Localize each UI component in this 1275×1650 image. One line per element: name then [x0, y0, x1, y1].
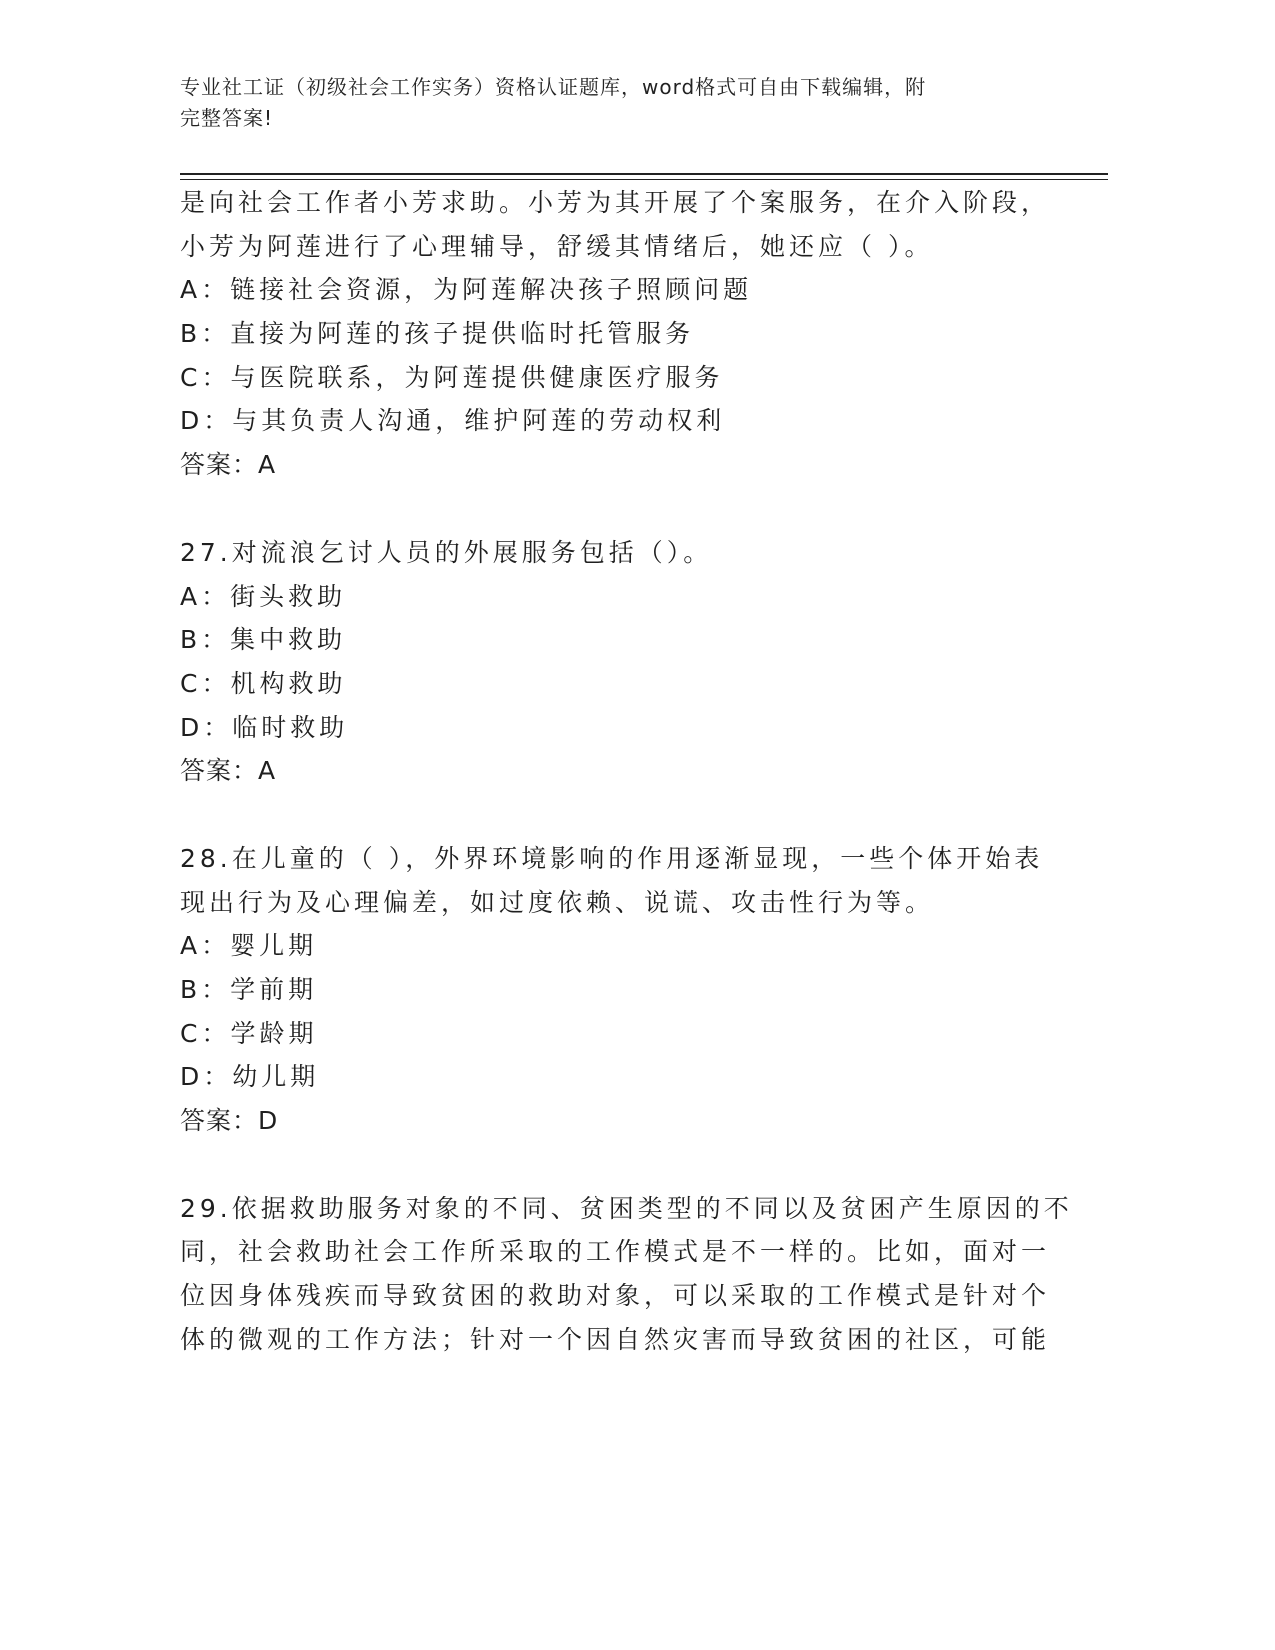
option-a: A：街头救助 [180, 581, 347, 611]
option-a: A：婴儿期 [180, 931, 318, 961]
option-c: C：学龄期 [180, 1018, 318, 1048]
header-line-1: 专业社工证（初级社会工作实务）资格认证题库，word格式可自由下载编辑，附 [180, 75, 927, 99]
question-text-line: 27.对流浪乞讨人员的外展服务包括（）。 [180, 537, 713, 567]
option-a: A：链接社会资源，为阿莲解决孩子照顾问题 [180, 275, 753, 305]
option-c: C：机构救助 [180, 668, 347, 698]
question-text-line: 小芳为阿莲进行了心理辅导，舒缓其情绪后，她还应（ ）。 [180, 231, 934, 261]
answer-line: 答案：A [180, 450, 277, 480]
question-content [180, 181, 1080, 1362]
option-b: B：集中救助 [180, 625, 347, 655]
option-d: D：临时救助 [180, 712, 349, 742]
question-28 [180, 837, 1080, 1143]
option-d: D：与其负责人沟通，维护阿莲的劳动权利 [180, 406, 726, 436]
header-divider-thick [180, 173, 1108, 175]
option-b: B：学前期 [180, 975, 318, 1004]
question-29 [180, 1187, 1080, 1362]
header-line-2: 完整答案! [180, 106, 274, 130]
answer-line: 答案：A [180, 756, 277, 786]
option-d: D：幼儿期 [180, 1062, 320, 1092]
question-text-line: 29.依据救助服务对象的不同、贫困类型的不同以及贫困产生原因的不 [180, 1193, 1073, 1223]
option-c: C：与医院联系，为阿莲提供健康医疗服务 [180, 362, 724, 392]
question-text-line: 现出行为及心理偏差，如过度依赖、说谎、攻击性行为等。 [180, 887, 935, 917]
question-text-line: 位因身体残疾而导致贫困的救助对象，可以采取的工作模式是针对个 [180, 1281, 1051, 1311]
question-text-line: 28.在儿童的（ ），外界环境影响的作用逐渐显现，一些个体开始表 [180, 843, 1044, 873]
option-b: B：直接为阿莲的孩子提供临时托管服务 [180, 319, 695, 349]
page-header [180, 72, 1050, 134]
question-27 [180, 531, 1080, 793]
header-divider-thin [180, 179, 1108, 180]
question-text-line: 体的微观的工作方法；针对一个因自然灾害而导致贫困的社区，可能 [180, 1324, 1051, 1354]
question-text-line: 同，社会救助社会工作所采取的工作模式是不一样的。比如，面对一 [180, 1237, 1051, 1267]
question-gap [180, 487, 1080, 531]
answer-line: 答案：D [180, 1106, 279, 1136]
question-26 [180, 181, 1080, 487]
question-gap [180, 793, 1080, 837]
question-gap [180, 1143, 1080, 1187]
question-text-line: 是向社会工作者小芳求助。小芳为其开展了个案服务，在介入阶段， [180, 188, 1051, 217]
